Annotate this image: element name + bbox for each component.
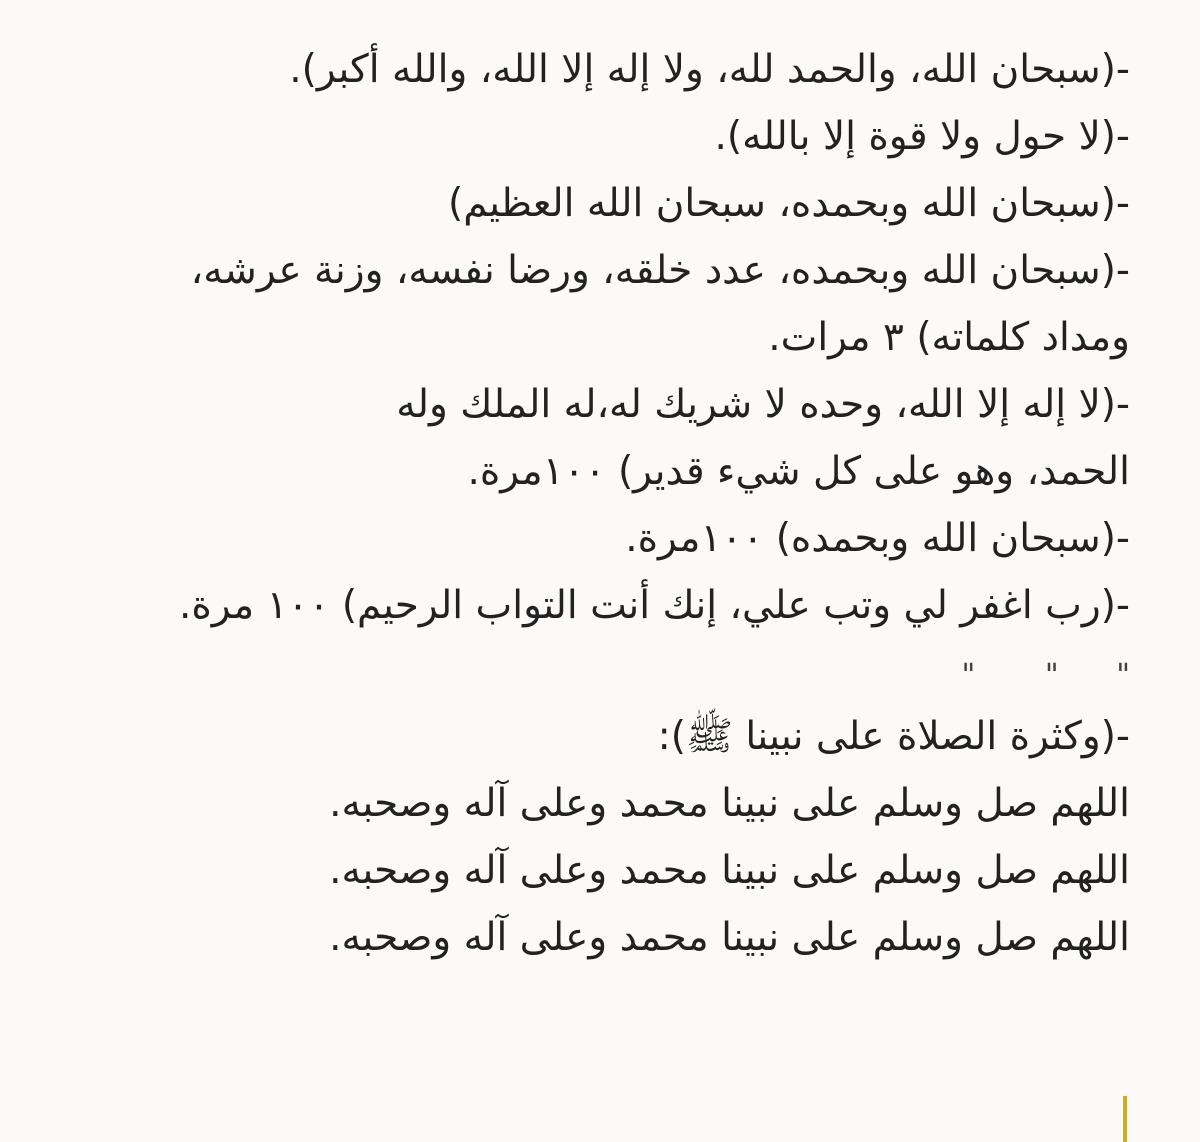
dhikr-line-7: الحمد، وهو على كل شيء قدير) ١٠٠مرة. bbox=[467, 449, 1130, 494]
ditto-mark: " bbox=[1116, 658, 1130, 693]
salawat-line-2: اللهم صل وسلم على نبينا محمد وعلى آله وصحبه. bbox=[329, 848, 1130, 893]
ditto-mark: " bbox=[961, 658, 976, 693]
salawat-line-1: اللهم صل وسلم على نبينا محمد وعلى آله وصحبه. bbox=[329, 781, 1130, 826]
dhikr-line-5: ومداد كلماته) ٣ مرات. bbox=[768, 315, 1130, 360]
adhkar-text bbox=[70, 36, 1130, 971]
ditto-marks bbox=[70, 639, 1130, 703]
dhikr-line-4: -(سبحان الله وبحمده، عدد خلقه، ورضا نفسه، وزنة عرشه، bbox=[190, 248, 1130, 293]
dhikr-line-3: -(سبحان الله وبحمده، سبحان الله العظيم) bbox=[447, 181, 1130, 226]
text-cursor[interactable] bbox=[1123, 1096, 1127, 1142]
dhikr-line-6: -(لا إله إلا الله، وحده لا شريك له،له الملك وله bbox=[396, 382, 1130, 427]
dhikr-line-1: -(سبحان الله، والحمد لله، ولا إله إلا الله، والله أكبر). bbox=[289, 47, 1130, 92]
salawat-heading: -(وكثرة الصلاة على نبينا ﷺ): bbox=[657, 714, 1130, 759]
dhikr-line-2: -(لا حول ولا قوة إلا بالله). bbox=[714, 114, 1130, 159]
dhikr-line-9: -(رب اغفر لي وتب علي، إنك أنت التواب الرحيم) ١٠٠ مرة. bbox=[178, 583, 1130, 628]
dhikr-line-8: -(سبحان الله وبحمده) ١٠٠مرة. bbox=[625, 516, 1130, 561]
salawat-line-3: اللهم صل وسلم على نبينا محمد وعلى آله وصحبه. bbox=[329, 915, 1130, 960]
ditto-mark: " bbox=[1044, 658, 1059, 693]
